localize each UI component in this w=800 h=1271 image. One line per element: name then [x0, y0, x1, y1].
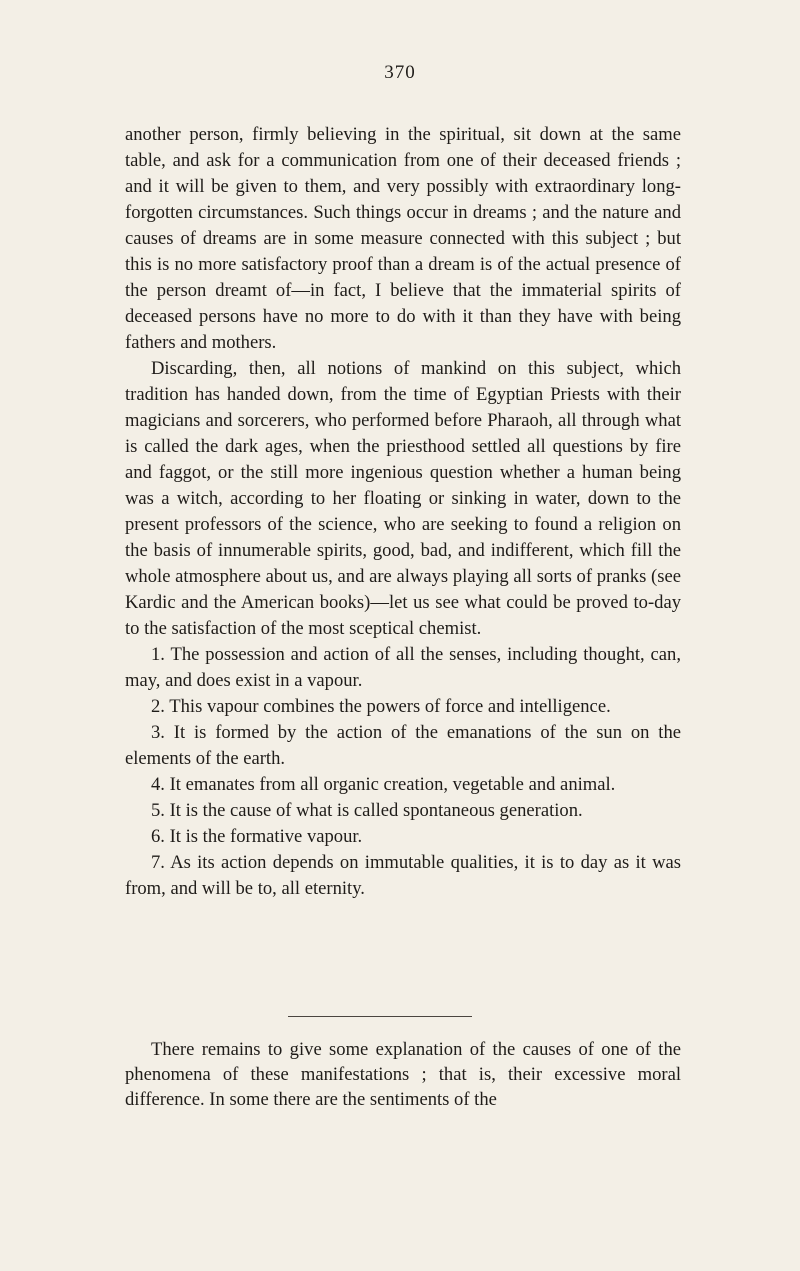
paragraph-continuation: another person, firmly believing in the spiritual, sit down at the same table, and ask for a communication from one of their deceased friends ; and it will be given to them, and very possibly with extraordinary long-forgotten circumstances. Such things occur in dreams ; and the nature and causes of dreams are in some measure connected with this subject ; but this is no more satisfactory proof than a dream is of the actual presence of the person dreamt of—in fact, I believe that the immaterial spirits of deceased persons have no more to do with it than they have with being fathers and mothers. — [125, 124, 681, 353]
section-divider — [288, 1016, 472, 1017]
list-item-5: 5. It is the cause of what is called spontaneous generation. — [151, 800, 583, 821]
list-item-6: 6. It is the formative vapour. — [151, 826, 363, 847]
list-item-4: 4. It emanates from all organic creation, vegetable and animal. — [151, 774, 616, 795]
closing-text — [125, 1037, 681, 1112]
list-item-1: 1. The possession and action of all the senses, including thought, can, may, and does exist in a vapour. — [125, 644, 681, 691]
list-item-3: 3. It is formed by the action of the emanations of the sun on the elements of the earth. — [125, 722, 681, 769]
main-text — [125, 122, 681, 902]
paragraph-discarding: Discarding, then, all notions of mankind on this subject, which tradition has handed down, from the time of Egyptian Priests with their magicians and sorcerers, who performed before Pharaoh, all through what is called the dark ages, when the priesthood settled all questions by fire and faggot, or the still more ingenious question whether a human being was a witch, according to her floating or sinking in water, down to the present professors of the science, who are seeking to found a religion on the basis of innumerable spirits, good, bad, and indifferent, which fill the whole atmosphere about us, and are always playing all sorts of pranks (see Kardic and the American books)—let us see what could be proved to-day to the satisfaction of the most sceptical chemist. — [125, 358, 681, 639]
page-number: 370 — [384, 62, 416, 83]
paragraph-closing: There remains to give some explanation of the causes of one of the phenomena of these manifestations ; that is, their excessive moral difference. In some there are the sentiments of the — [125, 1039, 681, 1110]
list-item-2: 2. This vapour combines the powers of force and intelligence. — [151, 696, 611, 717]
list-item-7: 7. As its action depends on immutable qualities, it is to day as it was from, and will be to, all eternity. — [125, 852, 681, 899]
